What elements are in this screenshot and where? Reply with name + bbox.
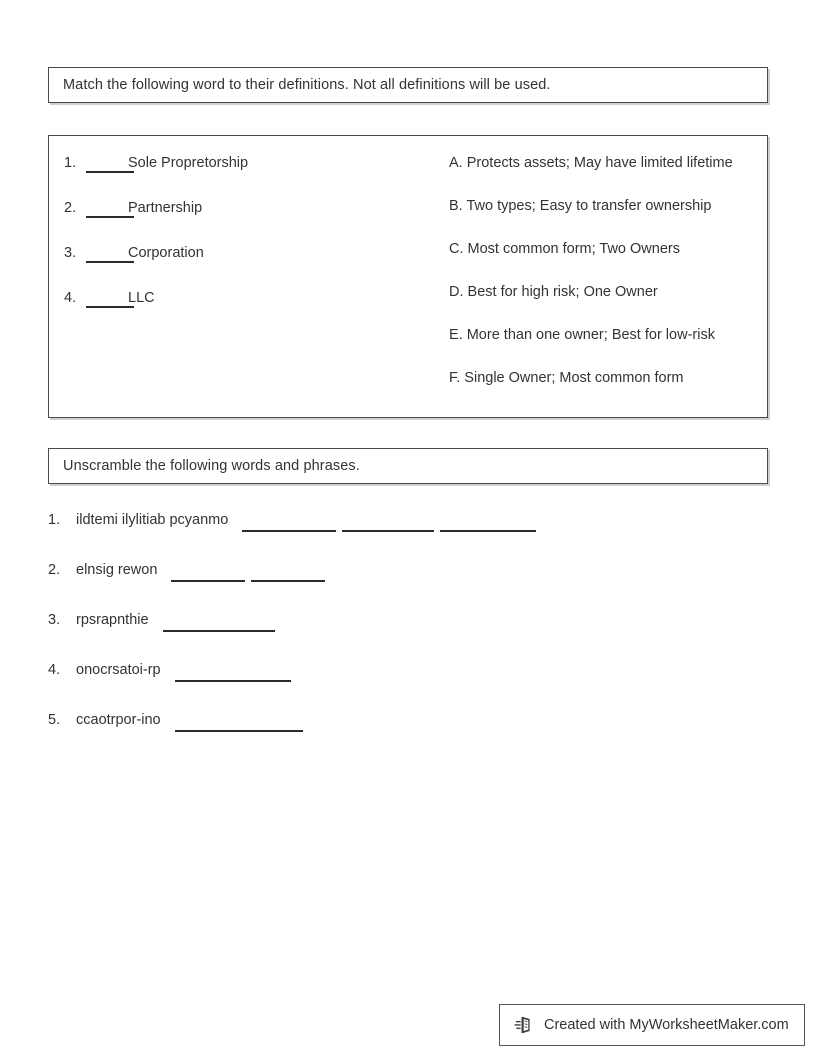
matching-answer-blank[interactable]	[86, 156, 134, 173]
unscramble-answer-blanks	[175, 662, 297, 682]
unscramble-scrambled-word: ildtemi ilylitiab pcyanmo	[76, 512, 229, 528]
matching-term-row	[64, 246, 394, 291]
unscramble-scrambled-word: onocrsatoi-rp	[76, 662, 161, 678]
matching-term-label: Sole Propretorship	[128, 155, 249, 171]
unscramble-answer-blank[interactable]	[242, 516, 336, 532]
unscramble-item-number: 5.	[48, 712, 61, 728]
unscramble-item	[48, 512, 768, 562]
unscramble-answer-blanks	[175, 712, 309, 732]
unscramble-answer-blank[interactable]	[175, 666, 291, 682]
unscramble-answer-blanks	[242, 512, 542, 532]
matching-term-label: LLC	[128, 290, 155, 306]
matching-answer-blank[interactable]	[86, 246, 134, 263]
matching-definition: F. Single Owner; Most common form	[449, 370, 684, 386]
matching-definitions-column	[449, 156, 764, 414]
matching-definition: E. More than one owner; Best for low-risk	[449, 327, 715, 343]
unscramble-answer-blank[interactable]	[171, 566, 245, 582]
unscramble-item-number: 2.	[48, 562, 61, 578]
worksheet-maker-logo-icon	[514, 1014, 536, 1036]
unscramble-item-number: 4.	[48, 662, 61, 678]
unscramble-answer-blank[interactable]	[251, 566, 325, 582]
unscramble-exercise-list	[48, 512, 768, 762]
matching-term-number: 2.	[64, 200, 77, 216]
matching-definition: B. Two types; Easy to transfer ownership	[449, 198, 712, 214]
unscramble-item-number: 3.	[48, 612, 61, 628]
unscramble-item-number: 1.	[48, 512, 61, 528]
matching-term-row	[64, 156, 394, 201]
matching-answer-blank[interactable]	[86, 201, 134, 218]
matching-term-number: 4.	[64, 290, 77, 306]
unscramble-item	[48, 562, 768, 612]
matching-term-label: Corporation	[128, 245, 204, 261]
unscramble-answer-blanks	[163, 612, 281, 632]
footer-credit-text: Created with MyWorksheetMaker.com	[544, 1017, 789, 1033]
unscramble-item	[48, 712, 768, 762]
matching-terms-column	[64, 156, 394, 336]
matching-term-row	[64, 201, 394, 246]
matching-term-label: Partnership	[128, 200, 203, 216]
matching-term-number: 3.	[64, 245, 77, 261]
unscramble-scrambled-word: rpsrapnthie	[76, 612, 149, 628]
unscramble-scrambled-word: elnsig rewon	[76, 562, 158, 578]
matching-exercise-box	[48, 135, 768, 418]
unscramble-scrambled-word: ccaotrpor-ino	[76, 712, 161, 728]
unscramble-answer-blanks	[171, 562, 331, 582]
footer-credit-badge	[499, 1004, 805, 1046]
unscramble-instruction-box	[48, 448, 768, 484]
unscramble-answer-blank[interactable]	[440, 516, 536, 532]
matching-instruction-box	[48, 67, 768, 103]
matching-term-row	[64, 291, 394, 336]
matching-term-number: 1.	[64, 155, 77, 171]
matching-answer-blank[interactable]	[86, 291, 134, 308]
unscramble-item	[48, 662, 768, 712]
unscramble-item	[48, 612, 768, 662]
matching-definition: C. Most common form; Two Owners	[449, 241, 680, 257]
unscramble-instruction-text: Unscramble the following words and phrases.	[63, 458, 360, 474]
matching-instruction-text: Match the following word to their definitions. Not all definitions will be used.	[63, 77, 551, 93]
matching-definition: D. Best for high risk; One Owner	[449, 284, 658, 300]
unscramble-answer-blank[interactable]	[175, 716, 303, 732]
unscramble-answer-blank[interactable]	[163, 616, 275, 632]
unscramble-answer-blank[interactable]	[342, 516, 434, 532]
matching-definition: A. Protects assets; May have limited lifetime	[449, 155, 733, 171]
